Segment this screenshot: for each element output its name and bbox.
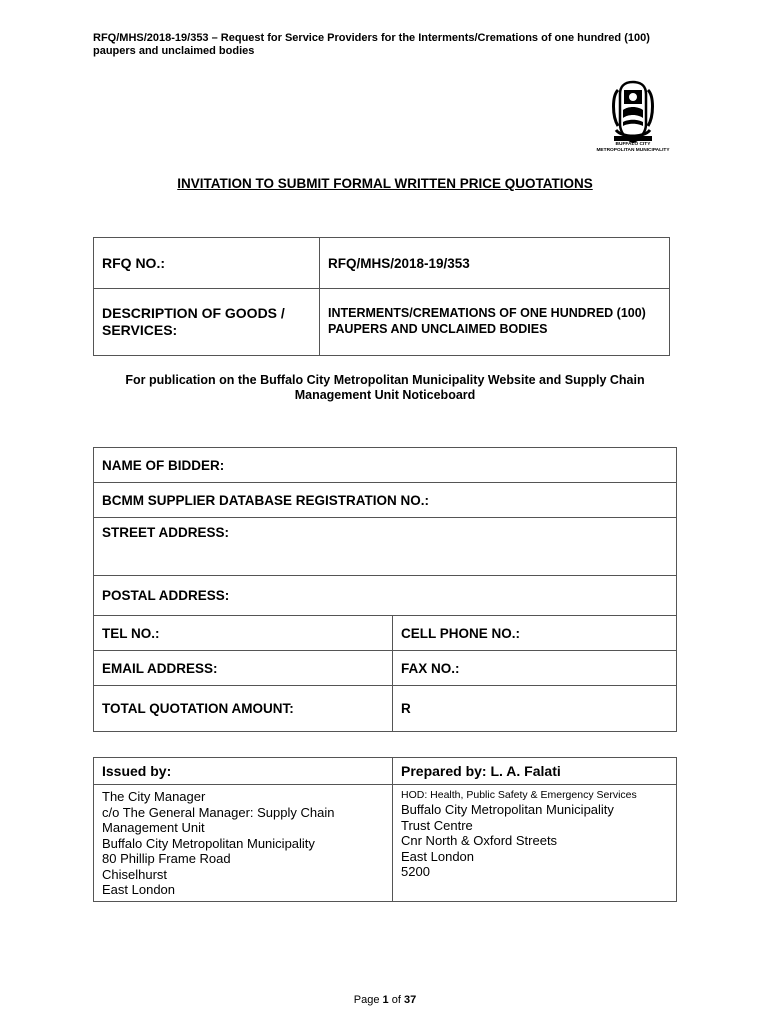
fax-number-field[interactable]: FAX NO.:: [393, 651, 677, 686]
bidder-name-field[interactable]: NAME OF BIDDER:: [94, 448, 677, 483]
cell-phone-field[interactable]: CELL PHONE NO.:: [393, 616, 677, 651]
prepared-by-title: HOD: Health, Public Safety & Emergency Services: [401, 789, 637, 801]
total-quotation-amount-field[interactable]: R: [393, 686, 677, 732]
prepared-by-line: 5200: [401, 864, 430, 879]
rfq-number-label: RFQ NO.:: [94, 238, 320, 289]
postal-address-field[interactable]: POSTAL ADDRESS:: [94, 576, 677, 616]
issued-by-line: c/o The General Manager: Supply Chain: [102, 804, 335, 820]
document-reference-header: RFQ/MHS/2018-19/353 – Request for Service Providers for the Interments/Cremations of one hundred (100) paupers and unclaimed bodies: [93, 32, 650, 57]
supplier-registration-field[interactable]: BCMM SUPPLIER DATABASE REGISTRATION NO.:: [94, 483, 677, 518]
page-total: 37: [403, 994, 417, 1006]
issued-by-line: East London: [102, 882, 176, 897]
email-address-field[interactable]: EMAIL ADDRESS:: [94, 651, 393, 686]
tel-number-field[interactable]: TEL NO.:: [94, 616, 393, 651]
prepared-by-line: Cnr North & Oxford Streets: [401, 833, 558, 848]
rfq-number-value: RFQ/MHS/2018-19/353: [320, 238, 670, 289]
total-quotation-label: TOTAL QUOTATION AMOUNT:: [94, 686, 393, 732]
prepared-by-line: East London: [401, 848, 475, 864]
prepared-by-line: Buffalo City Metropolitan Municipality: [401, 802, 614, 817]
issued-by-line: Buffalo City Metropolitan Municipality: [102, 835, 315, 851]
logo-caption: [586, 142, 680, 154]
description-value: INTERMENTS/CREMATIONS OF ONE HUNDRED (100) PAUPERS AND UNCLAIMED BODIES: [320, 289, 670, 356]
issued-by-address: [94, 785, 393, 902]
page-number: [0, 994, 770, 1006]
prepared-by-address: [393, 785, 677, 902]
issued-by-line: 80 Phillip Frame Road: [102, 851, 231, 866]
bidder-details-form: [93, 447, 677, 732]
page-of: of: [388, 994, 404, 1006]
issued-prepared-table: [93, 757, 677, 902]
publication-note: For publication on the Buffalo City Metropolitan Municipality Website and Supply Chain Management Unit Noticeboard: [125, 373, 645, 402]
issued-by-line: Chiselhurst: [102, 866, 168, 882]
page-prefix: Page: [353, 994, 383, 1006]
issued-by-line: The City Manager: [102, 789, 206, 804]
page-current: 1: [382, 994, 389, 1006]
prepared-by-label: Prepared by: L. A. Falati: [393, 758, 677, 785]
page-title: INVITATION TO SUBMIT FORMAL WRITTEN PRICE QUOTATIONS: [177, 176, 593, 191]
prepared-by-line: Trust Centre: [401, 817, 473, 833]
street-address-field[interactable]: STREET ADDRESS:: [94, 518, 677, 576]
logo-caption-line2: METROPOLITAN MUNICIPALITY: [596, 148, 670, 153]
issued-by-label: Issued by:: [94, 758, 393, 785]
logo-caption-line1: BUFFALO CITY: [615, 142, 651, 147]
rfq-details-table: [93, 237, 670, 356]
issued-by-line: Management Unit: [102, 820, 205, 835]
description-label: DESCRIPTION OF GOODS / SERVICES:: [94, 289, 320, 356]
